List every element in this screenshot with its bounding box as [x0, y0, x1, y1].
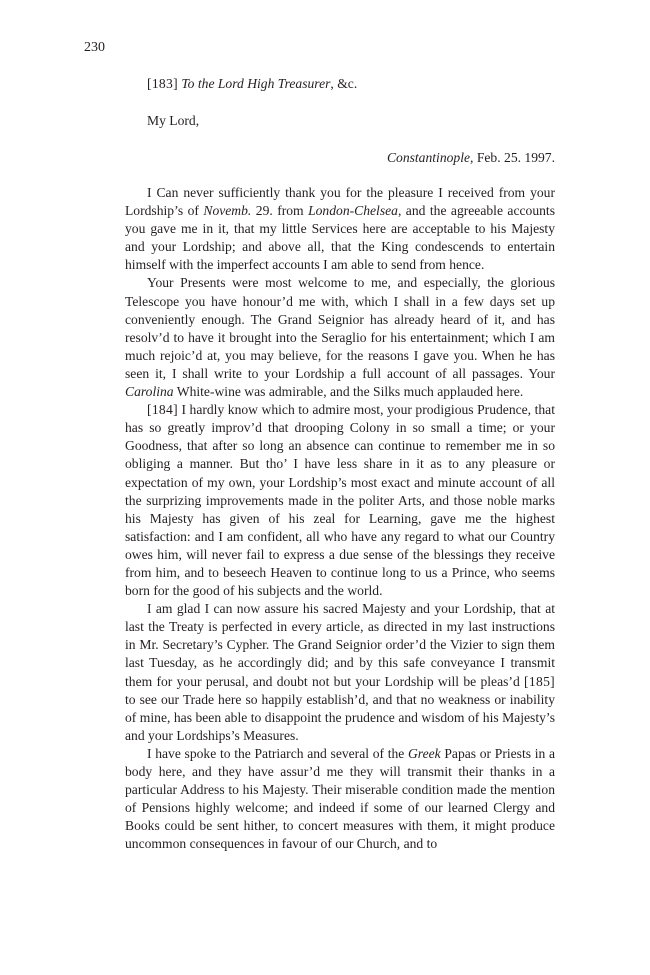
italic-text: Carolina	[125, 384, 174, 400]
text-run: , and the agreeable accounts you gave me in it, that my little Services here are acceptable to his Majesty and your Lordship; and above all, that the King condescends to entertain himself with the imperfect accounts I am able to send from hence.	[125, 203, 555, 273]
text-run: I hardly know which to admire most, your prodigious Prudence, that has so greatly improv’d that drooping Colony in so small a time; or your Goodness, that after so long an absence can continue to remember me in so obliging a manner. But tho’ I have less share in it as to any pleasure or expectation of my own, your Lordship’s most exact and minute account of all the surprizing improvements made in the politer Arts, and those noble marks his Majesty has given of his zeal for Learning, gave me the highest satisfaction: and I am confident, all who have any regard to what our Country owes him, will never fail to express a due sense of the blessings they receive from him, and to beseech Heaven to continue long to us a Prince, who seems born for the good of his subjects and the world.	[125, 402, 555, 599]
page-reference: [185]	[524, 673, 555, 689]
italic-text: London-Chelsea	[308, 203, 398, 219]
letter-recipient: To the Lord High Treasurer	[181, 76, 331, 91]
text-run: Your Presents were most welcome to me, and especially, the glorious Telescope you have honour’d me with, which I shall in a few days set up conveniently enough. The Grand Seignior has already heard of it, and has resolv’d to have it brought into the Seraglio for his entertainment; which I am much rejoic’d at, you may believe, for the reasons I gave you. When he has seen it, I shall write to your Lordship a full account of all passages. Your	[125, 275, 555, 381]
page-reference: [183]	[147, 76, 178, 91]
body-paragraph	[125, 274, 555, 401]
dateline-date: Feb. 25. 1997.	[473, 150, 555, 165]
letter-text	[125, 73, 555, 853]
text-run: I am glad I can now assure his sacred Majesty and your Lordship, that at last the Treaty is perfected in every article, as directed in my last instructions in Mr. Secretary’s Cypher. The Grand Seignior order’d the Vizier to sign them last Tuesday, as he accordingly did; and by this safe conveyance I transmit them for your perusal, and doubt not but your Lordship will be pleas’d	[125, 601, 555, 689]
italic-text: Greek	[407, 745, 441, 761]
text-run: Papas or Priests in a body here, and they have assur’d me they will transmit their thanks in a particular Address to his Majesty. Their miserable condition made the mention of Pensions highly welcome; and indeed if some of our learned Clergy and Books could be sent hither, to concert measures with them, it might produce uncommon consequences in favour of our Church, and to	[125, 745, 555, 852]
body-paragraph	[125, 745, 555, 854]
heading-suffix: , &c.	[330, 76, 358, 91]
page-reference: [184]	[147, 402, 178, 418]
text-run: White-wine was admirable, and the Silks much applauded here.	[173, 384, 524, 400]
text-run: to see our Trade here so happily establish’d, and that no weakness or inability of mine, has been able to disappoint the prudence and wisdom of his Majesty’s and your Lordships’s Measures.	[125, 691, 555, 743]
page-number: 230	[84, 40, 105, 55]
letter-heading	[125, 73, 555, 95]
text-run: I Can never sufficiently thank you for the pleasure I received from your Lordship’s of	[125, 185, 555, 219]
letter-body	[125, 184, 555, 853]
body-paragraph	[125, 184, 555, 274]
text-run: I have spoke to the Patriarch and several of the	[147, 745, 408, 761]
body-paragraph	[125, 401, 555, 600]
body-paragraph	[125, 600, 555, 745]
italic-text: Novemb.	[203, 203, 252, 219]
text-run: 29. from	[251, 203, 309, 219]
dateline	[125, 147, 555, 169]
dateline-place: Constantinople,	[386, 150, 474, 165]
salutation: My Lord,	[147, 113, 200, 128]
